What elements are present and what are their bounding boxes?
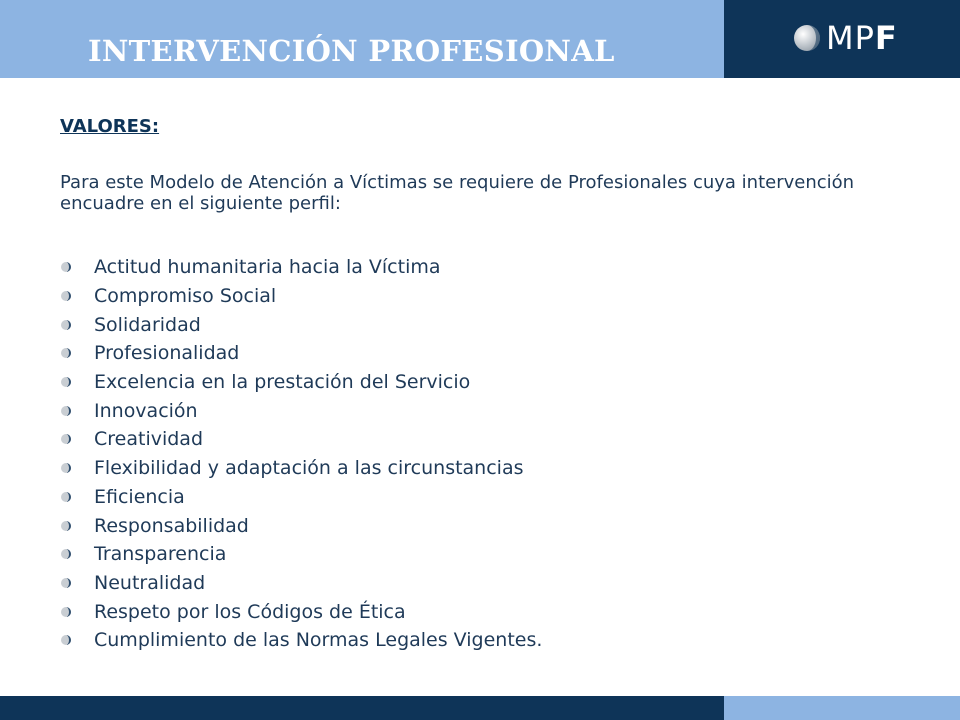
list-item: [60, 454, 542, 483]
sphere-bullet-icon: [60, 347, 72, 359]
mpf-logo: [792, 20, 898, 56]
list-item: [60, 511, 542, 540]
list-item: [60, 597, 542, 626]
footer-band-dark: [0, 696, 724, 720]
list-item: [60, 626, 542, 655]
list-item-label: Innovación: [94, 399, 198, 422]
list-item-label: Respeto por los Códigos de Ética: [94, 600, 406, 623]
list-item-label: Cumplimiento de las Normas Legales Vigentes.: [94, 629, 543, 652]
sphere-bullet-icon: [60, 520, 72, 532]
list-item-label: Compromiso Social: [94, 285, 277, 308]
list-item-label: Responsabilidad: [94, 514, 249, 537]
sphere-bullet-icon: [60, 319, 72, 331]
sphere-bullet-icon: [60, 606, 72, 618]
list-item-label: Actitud humanitaria hacia la Víctima: [94, 256, 441, 279]
list-item-label: Creatividad: [94, 428, 204, 451]
list-item-label: Eficiencia: [94, 485, 185, 508]
sphere-bullet-icon: [60, 462, 72, 474]
logo-wordmark: MPF: [826, 19, 898, 57]
list-item-label: Transparencia: [94, 543, 227, 566]
sphere-bullet-icon: [60, 261, 72, 273]
list-item: [60, 368, 542, 397]
list-item-label: Solidaridad: [94, 313, 201, 336]
sphere-bullet-icon: [60, 634, 72, 646]
list-item: [60, 569, 542, 598]
section-heading: VALORES:: [60, 116, 160, 137]
list-item: [60, 282, 542, 311]
sphere-bullet-icon: [60, 433, 72, 445]
sphere-bullet-icon: [60, 290, 72, 302]
intro-paragraph: Para este Modelo de Atención a Víctimas se requiere de Profesionales cuya intervención encuadre en el siguiente perfil:: [60, 172, 855, 214]
list-item: [60, 483, 542, 512]
list-item-label: Neutralidad: [94, 571, 206, 594]
sphere-bullet-icon: [60, 577, 72, 589]
list-item: [60, 396, 542, 425]
list-item: [60, 339, 542, 368]
footer-band-light: [724, 696, 960, 720]
list-item: [60, 253, 542, 282]
list-item: [60, 540, 542, 569]
sphere-logo-icon: [792, 23, 822, 53]
values-list: [60, 253, 542, 655]
sphere-bullet-icon: [60, 491, 72, 503]
list-item-label: Flexibilidad y adaptación a las circunstancias: [94, 457, 524, 480]
sphere-bullet-icon: [60, 548, 72, 560]
sphere-bullet-icon: [60, 376, 72, 388]
list-item: [60, 425, 542, 454]
sphere-bullet-icon: [60, 405, 72, 417]
list-item: [60, 310, 542, 339]
list-item-label: Profesionalidad: [94, 342, 240, 365]
slide-title: INTERVENCIÓN PROFESIONAL: [88, 34, 615, 68]
list-item-label: Excelencia en la prestación del Servicio: [94, 371, 471, 394]
